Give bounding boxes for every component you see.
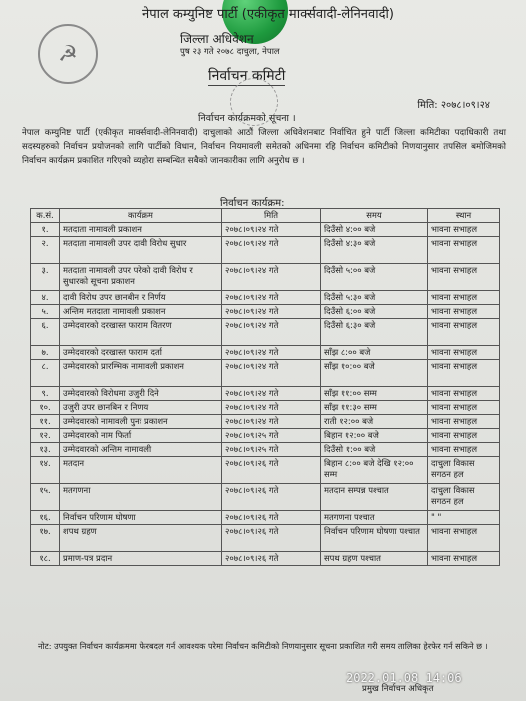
col-venue: स्थान — [428, 209, 500, 223]
cell-date: २०७८।०९।२४ गते — [222, 387, 321, 401]
cell-venue: दाचुला विकास सगठन हल — [428, 484, 500, 511]
table-row — [31, 291, 500, 305]
cell-program: उम्मेदवारको नाम फिर्ता — [60, 429, 222, 443]
cell-program: उम्मेदवारको दरखास्त फाराम दर्ता — [60, 346, 222, 360]
cell-serial: ४. — [31, 291, 60, 305]
table-row — [31, 346, 500, 360]
cell-serial: ६. — [31, 319, 60, 346]
cell-venue: भावना सभाहल — [428, 223, 500, 237]
cell-serial: ८. — [31, 360, 60, 387]
cell-time: साँझ ११:३० सम्म — [321, 401, 428, 415]
cell-serial: ३. — [31, 264, 60, 291]
cell-venue: भावना सभाहल — [428, 360, 500, 387]
cell-program: मतदाता नामावली प्रकाशन — [60, 223, 222, 237]
signer-title: प्रमुख निर्वाचन अधिकृत — [362, 684, 434, 694]
cell-program: दावी विरोध उपर छानबीन र निर्णय — [60, 291, 222, 305]
cell-venue: भावना सभाहल — [428, 415, 500, 429]
table-row — [31, 457, 500, 484]
cell-venue: भावना सभाहल — [428, 429, 500, 443]
cell-time: दिउँसो ६:०० बजे — [321, 305, 428, 319]
cell-serial: १६. — [31, 511, 60, 525]
camera-timestamp: 2022.01.08 14:06 — [346, 671, 462, 685]
cell-serial: १३. — [31, 443, 60, 457]
star-icon: ☭ — [58, 41, 78, 67]
committee-name: जिल्ला अधिवेशन — [180, 32, 254, 46]
cell-venue: भावना सभाहल — [428, 264, 500, 291]
intro-paragraph: नेपाल कम्युनिष्ट पार्टी (एकीकृत मार्क्सवादी-लेनिनवादी) दाचुलाको आठौं जिल्ला अधिवेशनबाट निर्वाचित हुने पार्टी जिल्ला कमिटीका पदाधिकारी तथा सदस्यहरुको निर्वाचन प्रयोजनको लागि पार्टीको विधान, निर्वाचन नियमावली समेतको अधिनमा रहि निर्वाचन कमिटीको निणयानुसार तपसिल बमोजिमको निर्वाचन कार्यक्रम प्रकाशित गरिएको व्यहोरा सम्बन्धित सबैको जानकारीका लागि अनुरोध छ । — [22, 128, 506, 166]
cell-program: मतदाता नामावली उपर परेको दावी विरोध र सुधारको सूचना प्रकाशन — [60, 264, 222, 291]
program-title: निर्वाचन कार्यक्रम: — [220, 198, 285, 209]
cell-time: दिउँसो ५:३० बजे — [321, 291, 428, 305]
cell-date: २०७८।०९।२४ गते — [222, 319, 321, 346]
cell-time: साँझ १०:०० बजे — [321, 360, 428, 387]
page-title: निर्वाचन कमिटी — [208, 68, 286, 84]
cell-date: २०७८।०९।२४ गते — [222, 346, 321, 360]
cell-program: उम्मेदवारको अन्तिम नामावली — [60, 443, 222, 457]
cell-program: मतगणना — [60, 484, 222, 511]
cell-time: साँझ ११:०० सम्म — [321, 387, 428, 401]
party-logo — [38, 24, 98, 84]
table-row — [31, 525, 500, 552]
cell-program: उम्मेदवारको विरोधमा उजुरी दिने — [60, 387, 222, 401]
cell-venue: भावना सभाहल — [428, 346, 500, 360]
cell-venue: दाचुला विकास सगठन हल — [428, 457, 500, 484]
table-row — [31, 319, 500, 346]
table-row — [31, 387, 500, 401]
cell-time: बिहान ८:०० बजे देखि १२:०० सम्म — [321, 457, 428, 484]
cell-program: उजुरी उपर छानबिन र निणय — [60, 401, 222, 415]
cell-date: २०७८।०९।२४ गते — [222, 237, 321, 264]
cell-venue: भावना सभाहल — [428, 237, 500, 264]
table-row — [31, 360, 500, 387]
table-row — [31, 443, 500, 457]
schedule-table — [30, 208, 500, 566]
table-row — [31, 415, 500, 429]
cell-date: २०७८।०९।२६ गते — [222, 457, 321, 484]
cell-venue: भावना सभाहल — [428, 552, 500, 566]
cell-serial: १४. — [31, 457, 60, 484]
cell-venue: भावना सभाहल — [428, 291, 500, 305]
cell-program: उम्मेदवारको प्रारम्भिक नामावली प्रकाशन — [60, 360, 222, 387]
cell-serial: २. — [31, 237, 60, 264]
cell-date: २०७८।०९।२४ गते — [222, 291, 321, 305]
cell-serial: १७. — [31, 525, 60, 552]
cell-program: उम्मेदवारको नामावली पुनः प्रकाशन — [60, 415, 222, 429]
cell-time: दिउँसो ६:३० बजे — [321, 319, 428, 346]
notice-heading: निर्वाचन कार्यक्रमको सूचना । — [198, 113, 296, 124]
cell-date: २०७८।०९।२६ गते — [222, 511, 321, 525]
cell-time: निर्वाचन परिणाम घोषणा पश्चात — [321, 525, 428, 552]
cell-date: २०७८।०९।२४ गते — [222, 360, 321, 387]
cell-date: २०७८।०९।२४ गते — [222, 401, 321, 415]
cell-venue: भावना सभाहल — [428, 319, 500, 346]
cell-date: २०७८।०९।२४ गते — [222, 415, 321, 429]
cell-time: सपथ ग्रहण पश्चात — [321, 552, 428, 566]
cell-program: मतदाता नामावली उपर दावी विरोध सुधार — [60, 237, 222, 264]
table-row — [31, 223, 500, 237]
cell-time: मतदान सम्पन्न पश्चात — [321, 484, 428, 511]
cell-program: प्रमाण-पत्र प्रदान — [60, 552, 222, 566]
cell-date: २०७८।०९।२४ गते — [222, 264, 321, 291]
party-name: नेपाल कम्युनिष्ट पार्टी (एकीकृत मार्क्सवादी-लेनिनवादी) — [142, 7, 394, 22]
cell-venue: भावना सभाहल — [428, 525, 500, 552]
col-time: समय — [321, 209, 428, 223]
cell-time: साँझ ८:०० बजे — [321, 346, 428, 360]
cell-date: २०७८।०९।२६ गते — [222, 552, 321, 566]
cell-serial: १८. — [31, 552, 60, 566]
cell-date: २०७८।०९।२४ गते — [222, 305, 321, 319]
table-row — [31, 401, 500, 415]
cell-time: राती १२:०० बजे — [321, 415, 428, 429]
cell-program: उम्मेदवारको दरखास्त फाराम वितरण — [60, 319, 222, 346]
cell-date: २०७८।०९।२५ गते — [222, 443, 321, 457]
cell-time: दिउँसो १:०० बजे — [321, 443, 428, 457]
cell-venue: भावना सभाहल — [428, 305, 500, 319]
cell-time: दिउँसो ४:०० बजे — [321, 223, 428, 237]
cell-serial: ११. — [31, 415, 60, 429]
table-row — [31, 552, 500, 566]
table-row — [31, 264, 500, 291]
cell-venue: भावना सभाहल — [428, 401, 500, 415]
address-line: पुष २३ गते २०७८ दाचुला, नेपाल — [180, 47, 280, 57]
cell-time: बिहान १२:०० बजे — [321, 429, 428, 443]
cell-serial: ७. — [31, 346, 60, 360]
cell-serial: ५. — [31, 305, 60, 319]
table-row — [31, 484, 500, 511]
cell-serial: १०. — [31, 401, 60, 415]
cell-venue: भावना सभाहल — [428, 443, 500, 457]
cell-date: २०७८।०९।२४ गते — [222, 223, 321, 237]
table-body — [31, 223, 500, 566]
table-row — [31, 237, 500, 264]
table-row — [31, 511, 500, 525]
table-row — [31, 305, 500, 319]
cell-date: २०७८।०९।२६ गते — [222, 484, 321, 511]
cell-program: मतदान — [60, 457, 222, 484]
col-serial: क.सं. — [31, 209, 60, 223]
date-line: मिति: २०७८।०९।२४ — [417, 100, 490, 111]
table-header-row — [31, 209, 500, 223]
cell-serial: १५. — [31, 484, 60, 511]
cell-date: २०७८।०९।२५ गते — [222, 429, 321, 443]
cell-program: शपथ ग्रहण — [60, 525, 222, 552]
col-program: कार्यक्रम — [60, 209, 222, 223]
cell-program: अन्तिम मतदाता नामावली प्रकाशन — [60, 305, 222, 319]
cell-program: निर्वाचन परिणाम घोषणा — [60, 511, 222, 525]
cell-time: दिउँसो ४:३० बजे — [321, 237, 428, 264]
footer-note: नोट: उपयुक्त निर्वाचन कार्यक्रममा फेरबदल गर्न आवश्यक परेमा निर्वाचन कमिटीको निणयानुसार सूचना प्रकाशित गरी समय तालिका हेरफेर गर्न सकिने छ । — [38, 641, 488, 651]
cell-time: मतगणना पश्चात — [321, 511, 428, 525]
cell-serial: १. — [31, 223, 60, 237]
cell-serial: ९. — [31, 387, 60, 401]
cell-serial: १२. — [31, 429, 60, 443]
cell-venue: भावना सभाहल — [428, 387, 500, 401]
cell-venue: " " — [428, 511, 500, 525]
table-row — [31, 429, 500, 443]
col-date: मिति — [222, 209, 321, 223]
cell-time: दिउँसो ५:०० बजे — [321, 264, 428, 291]
cell-date: २०७८।०९।२६ गते — [222, 525, 321, 552]
